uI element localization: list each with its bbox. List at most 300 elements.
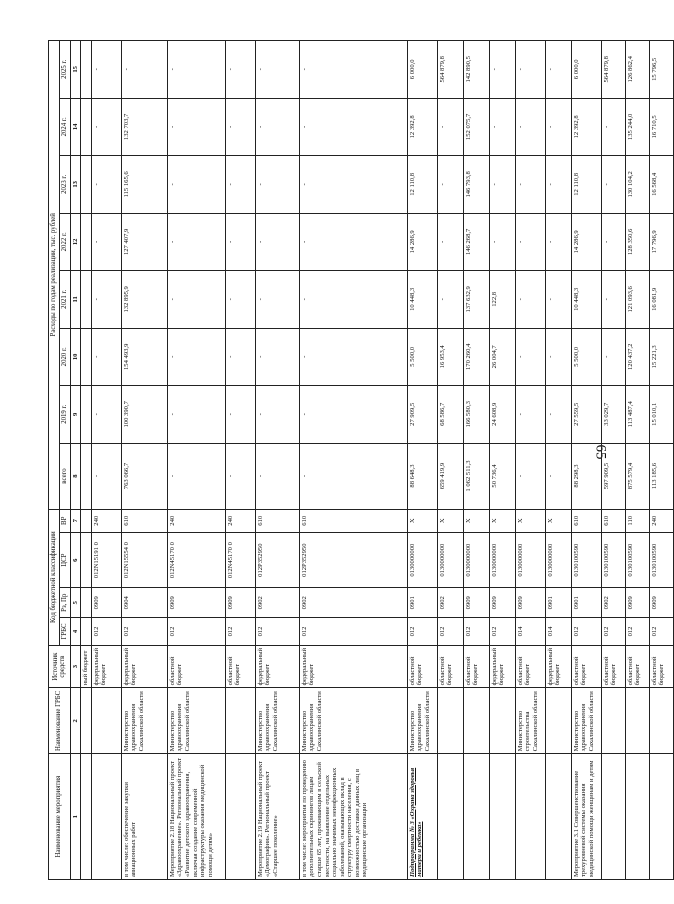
row-year-value: 166 580,3 [463, 386, 489, 443]
row-year-value [81, 213, 92, 270]
row-grbs [463, 688, 489, 754]
row-year-value: 170 260,4 [463, 328, 489, 385]
row-total: 763 066,7 [121, 443, 167, 509]
row-year-value: - [545, 271, 571, 328]
row-year-value: 122,8 [489, 271, 515, 328]
row-grbs-code: 012 [649, 618, 673, 646]
row-year-value: - [515, 386, 545, 443]
row-year-value: 128 350,6 [625, 213, 649, 270]
row-year-value: 16 081,9 [649, 271, 673, 328]
row-year-value: 27 559,5 [571, 386, 601, 443]
row-grbs [81, 688, 92, 754]
column-index: 7 [70, 509, 81, 532]
row-source: федеральный бюджет [489, 645, 515, 688]
row-grbs: Министерство здравоохранения Сахалинской области [407, 688, 437, 754]
row-year-value: 14 286,9 [407, 213, 437, 270]
row-grbs: Министерство строительства Сахалинской области [515, 688, 545, 754]
row-year-value: - [515, 156, 545, 213]
row-year-value: - [437, 156, 463, 213]
row-year-value: 12 392,8 [571, 98, 601, 155]
row-name [649, 754, 673, 880]
row-year-value: - [515, 271, 545, 328]
row-source: федеральный бюджет [299, 645, 407, 688]
row-year-value: - [255, 41, 299, 99]
row-rz: 0901 [571, 588, 601, 618]
row-vr: X [515, 509, 545, 532]
row-vr: 240 [225, 509, 255, 532]
row-name [545, 754, 571, 880]
row-year-value: - [545, 98, 571, 155]
column-index: 2 [70, 688, 81, 754]
row-name [515, 754, 545, 880]
row-year-value: 17 796,9 [649, 213, 673, 270]
table-row [571, 41, 601, 880]
row-source: областной бюджет [407, 645, 437, 688]
column-index: 1 [70, 754, 81, 880]
table-row [81, 41, 92, 880]
column-index: 11 [70, 271, 81, 328]
row-vr: X [545, 509, 571, 532]
row-year-value: - [515, 98, 545, 155]
row-rz: 0909 [625, 588, 649, 618]
row-rz [81, 588, 92, 618]
row-year-value: 137 632,9 [463, 271, 489, 328]
row-year-value: 15 010,1 [649, 386, 673, 443]
row-name [625, 754, 649, 880]
row-source: областной бюджет [601, 645, 625, 688]
row-year-value [81, 156, 92, 213]
row-total: 88 648,3 [407, 443, 437, 509]
row-year-value: - [489, 98, 515, 155]
row-total: - [545, 443, 571, 509]
row-year-value: - [167, 213, 225, 270]
table-row [601, 41, 625, 880]
row-grbs [649, 688, 673, 754]
row-total: 597 909,5 [601, 443, 625, 509]
row-grbs-code: 012 [489, 618, 515, 646]
row-name: Мероприятие 3.1 Совершенствование трехуровневой системы оказания медицинской помощи женщинам и детям [571, 754, 601, 880]
row-source: федеральный бюджет [91, 645, 121, 688]
row-source: федеральный бюджет [545, 645, 571, 688]
row-year-value: - [91, 41, 121, 99]
row-grbs: Министерство здравоохранения Сахалинской области [121, 688, 167, 754]
row-rz: 0909 [91, 588, 121, 618]
row-vr: 240 [167, 509, 225, 532]
row-vr [81, 509, 92, 532]
row-year-value: 12 110,8 [571, 156, 601, 213]
row-year-value: - [515, 328, 545, 385]
header-year: 2023 г. [59, 156, 70, 213]
row-year-value: 564 879,8 [601, 41, 625, 99]
row-name [225, 754, 255, 880]
header-rz: Рз, Пр [59, 588, 70, 618]
row-csr: 012N15191 0 [91, 533, 121, 588]
row-grbs [225, 688, 255, 754]
row-grbs-code: 012 [601, 618, 625, 646]
row-year-value [81, 41, 92, 99]
table-row [299, 41, 407, 880]
table-row [437, 41, 463, 880]
row-year-value: - [225, 98, 255, 155]
row-year-value: 15 221,3 [649, 328, 673, 385]
row-year-value: - [167, 98, 225, 155]
row-year-value: 564 879,8 [437, 41, 463, 99]
row-rz: 0909 [463, 588, 489, 618]
row-year-value [81, 328, 92, 385]
budget-table [48, 40, 674, 880]
row-vr: X [407, 509, 437, 532]
row-rz: 0902 [299, 588, 407, 618]
row-year-value: - [437, 98, 463, 155]
row-total: 875 579,4 [625, 443, 649, 509]
row-year-value: 6 000,0 [571, 41, 601, 99]
row-year-value: - [255, 156, 299, 213]
row-year-value: 132 703,7 [121, 98, 167, 155]
table-row [91, 41, 121, 880]
row-year-value: - [91, 156, 121, 213]
row-year-value: 154 493,9 [121, 328, 167, 385]
row-year-value: - [437, 213, 463, 270]
row-year-value: - [225, 328, 255, 385]
row-csr: 0130100590 [571, 533, 601, 588]
row-name: в том числе: мероприятия по проведению дополнительных скринингов лицам старше 65 лет, проживающим в сельской местности, на выявление отдельных социально значимых неинфекционных заболеваний, оказывающих вклад в структуру смертности населения, с возможностью доставки данных лиц в медицинские организации [299, 754, 407, 880]
row-name [463, 754, 489, 880]
row-year-value: - [299, 213, 407, 270]
header-year: 2019 г. [59, 386, 70, 443]
table-row [463, 41, 489, 880]
row-year-value: 10 448,3 [571, 271, 601, 328]
header-year: 2025 г. [59, 41, 70, 99]
table-row [407, 41, 437, 880]
row-year-value: 130 104,2 [625, 156, 649, 213]
row-grbs-code: 012 [121, 618, 167, 646]
row-year-value: 121 093,6 [625, 271, 649, 328]
row-grbs-code: 012 [571, 618, 601, 646]
column-index: 3 [70, 645, 81, 688]
row-year-value: - [91, 98, 121, 155]
row-year-value: - [225, 213, 255, 270]
row-total [81, 443, 92, 509]
row-csr: 0130000000 [437, 533, 463, 588]
row-rz: 0909 [515, 588, 545, 618]
row-grbs-code: 012 [255, 618, 299, 646]
row-year-value: - [299, 156, 407, 213]
row-year-value: - [489, 213, 515, 270]
row-csr: 012P352950 [255, 533, 299, 588]
row-grbs [437, 688, 463, 754]
row-year-value: - [601, 328, 625, 385]
row-source: федеральный бюджет [121, 645, 167, 688]
row-year-value: - [489, 41, 515, 99]
row-grbs: Министерство здравоохранения Сахалинской области [255, 688, 299, 754]
row-vr: 610 [299, 509, 407, 532]
row-name: Мероприятие 2.19 Национальный проект «Демография». Региональный проект «Старшее поколение» [255, 754, 299, 880]
row-total: - [225, 443, 255, 509]
table-row [255, 41, 299, 880]
row-year-value: - [437, 271, 463, 328]
row-source: областной бюджет [625, 645, 649, 688]
row-grbs [545, 688, 571, 754]
row-csr: 012N45170 0 [167, 533, 225, 588]
header-year: 2022 г. [59, 213, 70, 270]
row-year-value: - [299, 328, 407, 385]
row-csr: 0130100590 [649, 533, 673, 588]
row-year-value: - [545, 156, 571, 213]
row-vr: X [463, 509, 489, 532]
column-index: 14 [70, 98, 81, 155]
row-year-value: 16 710,5 [649, 98, 673, 155]
row-year-value: - [299, 41, 407, 99]
row-year-value: - [121, 41, 167, 99]
row-year-value: 33 029,7 [601, 386, 625, 443]
row-grbs-code: 012 [167, 618, 225, 646]
row-vr: 110 [625, 509, 649, 532]
row-vr: 610 [121, 509, 167, 532]
row-vr: 240 [91, 509, 121, 532]
row-rz: 0909 [489, 588, 515, 618]
row-grbs-code: 012 [91, 618, 121, 646]
row-vr: X [437, 509, 463, 532]
row-year-value: - [489, 156, 515, 213]
row-year-value: - [255, 386, 299, 443]
row-year-value: - [601, 271, 625, 328]
row-year-value: 115 165,6 [121, 156, 167, 213]
row-year-value: 135 244,0 [625, 98, 649, 155]
row-year-value: 6 000,0 [407, 41, 437, 99]
row-total: 50 736,4 [489, 443, 515, 509]
column-index-row [70, 41, 81, 880]
rotated-page [48, 40, 666, 880]
row-year-value: - [255, 328, 299, 385]
row-grbs [489, 688, 515, 754]
table-row [489, 41, 515, 880]
row-grbs-code [81, 618, 92, 646]
row-name [91, 754, 121, 880]
row-total: 113 185,6 [649, 443, 673, 509]
row-grbs [91, 688, 121, 754]
header-total: всего [59, 443, 70, 509]
row-grbs [601, 688, 625, 754]
row-year-value: - [91, 213, 121, 270]
row-year-value: - [601, 213, 625, 270]
table-row [225, 41, 255, 880]
table-row [121, 41, 167, 880]
row-csr: 012N45170 0 [225, 533, 255, 588]
header-grbs: Наименование ГРБС [49, 688, 71, 754]
column-index: 4 [70, 618, 81, 646]
row-vr: 240 [649, 509, 673, 532]
row-total: - [299, 443, 407, 509]
row-year-value: 146 268,7 [463, 213, 489, 270]
row-year-value: 10 448,3 [407, 271, 437, 328]
row-year-value: - [91, 271, 121, 328]
header-name: Наименование мероприятия [49, 754, 71, 880]
row-year-value: 127 407,9 [121, 213, 167, 270]
header-grbs-code: ГРБС [59, 618, 70, 646]
row-year-value: 12 110,8 [407, 156, 437, 213]
header-expenses: Расходы по годам реализации, тыс. рублей [49, 41, 60, 510]
row-csr: 0130000000 [463, 533, 489, 588]
row-grbs-code: 014 [545, 618, 571, 646]
column-index: 10 [70, 328, 81, 385]
row-name [489, 754, 515, 880]
row-total: - [91, 443, 121, 509]
row-vr: 610 [571, 509, 601, 532]
row-year-value: 142 890,5 [463, 41, 489, 99]
row-csr: 0130000000 [407, 533, 437, 588]
header-csr: ЦСР [59, 533, 70, 588]
row-source: областной бюджет [649, 645, 673, 688]
row-year-value: - [545, 328, 571, 385]
row-year-value: - [299, 271, 407, 328]
header-year: 2021 г. [59, 271, 70, 328]
row-rz: 0909 [167, 588, 225, 618]
row-year-value: - [299, 98, 407, 155]
row-total: - [255, 443, 299, 509]
row-year-value: 14 286,9 [571, 213, 601, 270]
row-rz: 0902 [437, 588, 463, 618]
row-vr: 610 [601, 509, 625, 532]
row-year-value: 26 004,7 [489, 328, 515, 385]
page-number: 65 [592, 444, 609, 460]
row-year-value: 5 500,0 [407, 328, 437, 385]
row-vr: 610 [255, 509, 299, 532]
row-name [601, 754, 625, 880]
table-row [545, 41, 571, 880]
row-total: - [167, 443, 225, 509]
row-year-value: - [167, 328, 225, 385]
row-source: ный бюджет [81, 645, 92, 688]
row-year-value: - [545, 41, 571, 99]
table-row [649, 41, 673, 880]
row-year-value: - [167, 271, 225, 328]
row-year-value: 146 793,8 [463, 156, 489, 213]
row-year-value: 132 895,9 [121, 271, 167, 328]
row-rz: 0904 [121, 588, 167, 618]
row-year-value [81, 98, 92, 155]
row-rz: 0909 [225, 588, 255, 618]
row-year-value: - [167, 41, 225, 99]
row-grbs [625, 688, 649, 754]
row-grbs-code: 012 [463, 618, 489, 646]
row-total: - [515, 443, 545, 509]
row-rz: 0901 [545, 588, 571, 618]
row-year-value: - [91, 386, 121, 443]
row-year-value: 68 586,7 [437, 386, 463, 443]
row-rz: 0909 [649, 588, 673, 618]
row-year-value: - [167, 156, 225, 213]
row-year-value: - [255, 98, 299, 155]
row-csr: 0130000000 [489, 533, 515, 588]
column-index: 6 [70, 533, 81, 588]
row-year-value: - [255, 271, 299, 328]
row-year-value: 100 390,7 [121, 386, 167, 443]
row-year-value: - [515, 41, 545, 99]
row-year-value: - [255, 213, 299, 270]
row-year-value: 12 392,8 [407, 98, 437, 155]
row-name [437, 754, 463, 880]
row-grbs-code: 012 [407, 618, 437, 646]
row-year-value: 113 487,4 [625, 386, 649, 443]
column-index: 8 [70, 443, 81, 509]
row-year-value: - [225, 41, 255, 99]
row-vr: X [489, 509, 515, 532]
row-year-value: - [601, 98, 625, 155]
row-year-value: 5 500,0 [571, 328, 601, 385]
row-year-value: - [225, 386, 255, 443]
row-year-value: 24 608,9 [489, 386, 515, 443]
row-year-value: - [167, 386, 225, 443]
row-total: 1 062 511,3 [463, 443, 489, 509]
row-year-value: 126 862,4 [625, 41, 649, 99]
row-year-value: - [225, 156, 255, 213]
row-grbs-code: 012 [225, 618, 255, 646]
row-csr [81, 533, 92, 588]
column-index: 12 [70, 213, 81, 270]
row-source: областной бюджет [437, 645, 463, 688]
row-rz: 0901 [407, 588, 437, 618]
row-source: федеральный бюджет [255, 645, 299, 688]
row-source: областной бюджет [571, 645, 601, 688]
column-index: 5 [70, 588, 81, 618]
row-grbs-code: 012 [437, 618, 463, 646]
row-name: Подпрограмма № 3 «Охрана здоровья матери и ребенка» [407, 754, 437, 880]
row-grbs: Министерство здравоохранения Сахалинской области [571, 688, 601, 754]
row-year-value: - [545, 213, 571, 270]
row-year-value: - [91, 328, 121, 385]
row-grbs-code: 014 [515, 618, 545, 646]
table-row [515, 41, 545, 880]
row-year-value: - [225, 271, 255, 328]
header-vr: ВР [59, 509, 70, 532]
row-grbs: Министерство здравоохранения Сахалинской области [299, 688, 407, 754]
row-year-value [81, 386, 92, 443]
row-year-value: - [601, 156, 625, 213]
row-csr: 0130000000 [515, 533, 545, 588]
row-year-value: - [545, 386, 571, 443]
row-source: областной бюджет [463, 645, 489, 688]
header-year: 2020 г. [59, 328, 70, 385]
row-name: в том числе: обеспечение закупки авиационных работ [121, 754, 167, 880]
row-csr: 0130100590 [601, 533, 625, 588]
row-year-value: - [299, 386, 407, 443]
row-grbs-code: 012 [625, 618, 649, 646]
row-total: 88 298,3 [571, 443, 601, 509]
table-row [167, 41, 225, 880]
row-year-value: 120 437,2 [625, 328, 649, 385]
table-row [625, 41, 649, 880]
row-year-value: 16 568,4 [649, 156, 673, 213]
column-index: 13 [70, 156, 81, 213]
row-source: областной бюджет [167, 645, 225, 688]
row-csr: 012N15554 0 [121, 533, 167, 588]
row-grbs-code: 012 [299, 618, 407, 646]
row-year-value: 16 953,4 [437, 328, 463, 385]
row-year-value: 27 909,5 [407, 386, 437, 443]
row-year-value: 15 796,5 [649, 41, 673, 99]
row-name: Мероприятие 2.18 Национальный проект «Здравоохранение». Региональный проект «Развитие детского здравоохранения, включая создание современной инфраструктуры оказания медицинской помощи детям» [167, 754, 225, 880]
row-csr: 0130000000 [545, 533, 571, 588]
row-source: областной бюджет [515, 645, 545, 688]
row-year-value: - [515, 213, 545, 270]
table-body [70, 41, 673, 880]
row-rz: 0902 [255, 588, 299, 618]
header-kbk: Код бюджетной классификации [49, 509, 60, 645]
row-csr: 0130100590 [625, 533, 649, 588]
header-source: Источник средств [49, 645, 71, 688]
row-csr: 012P352950 [299, 533, 407, 588]
row-source: областной бюджет [225, 645, 255, 688]
